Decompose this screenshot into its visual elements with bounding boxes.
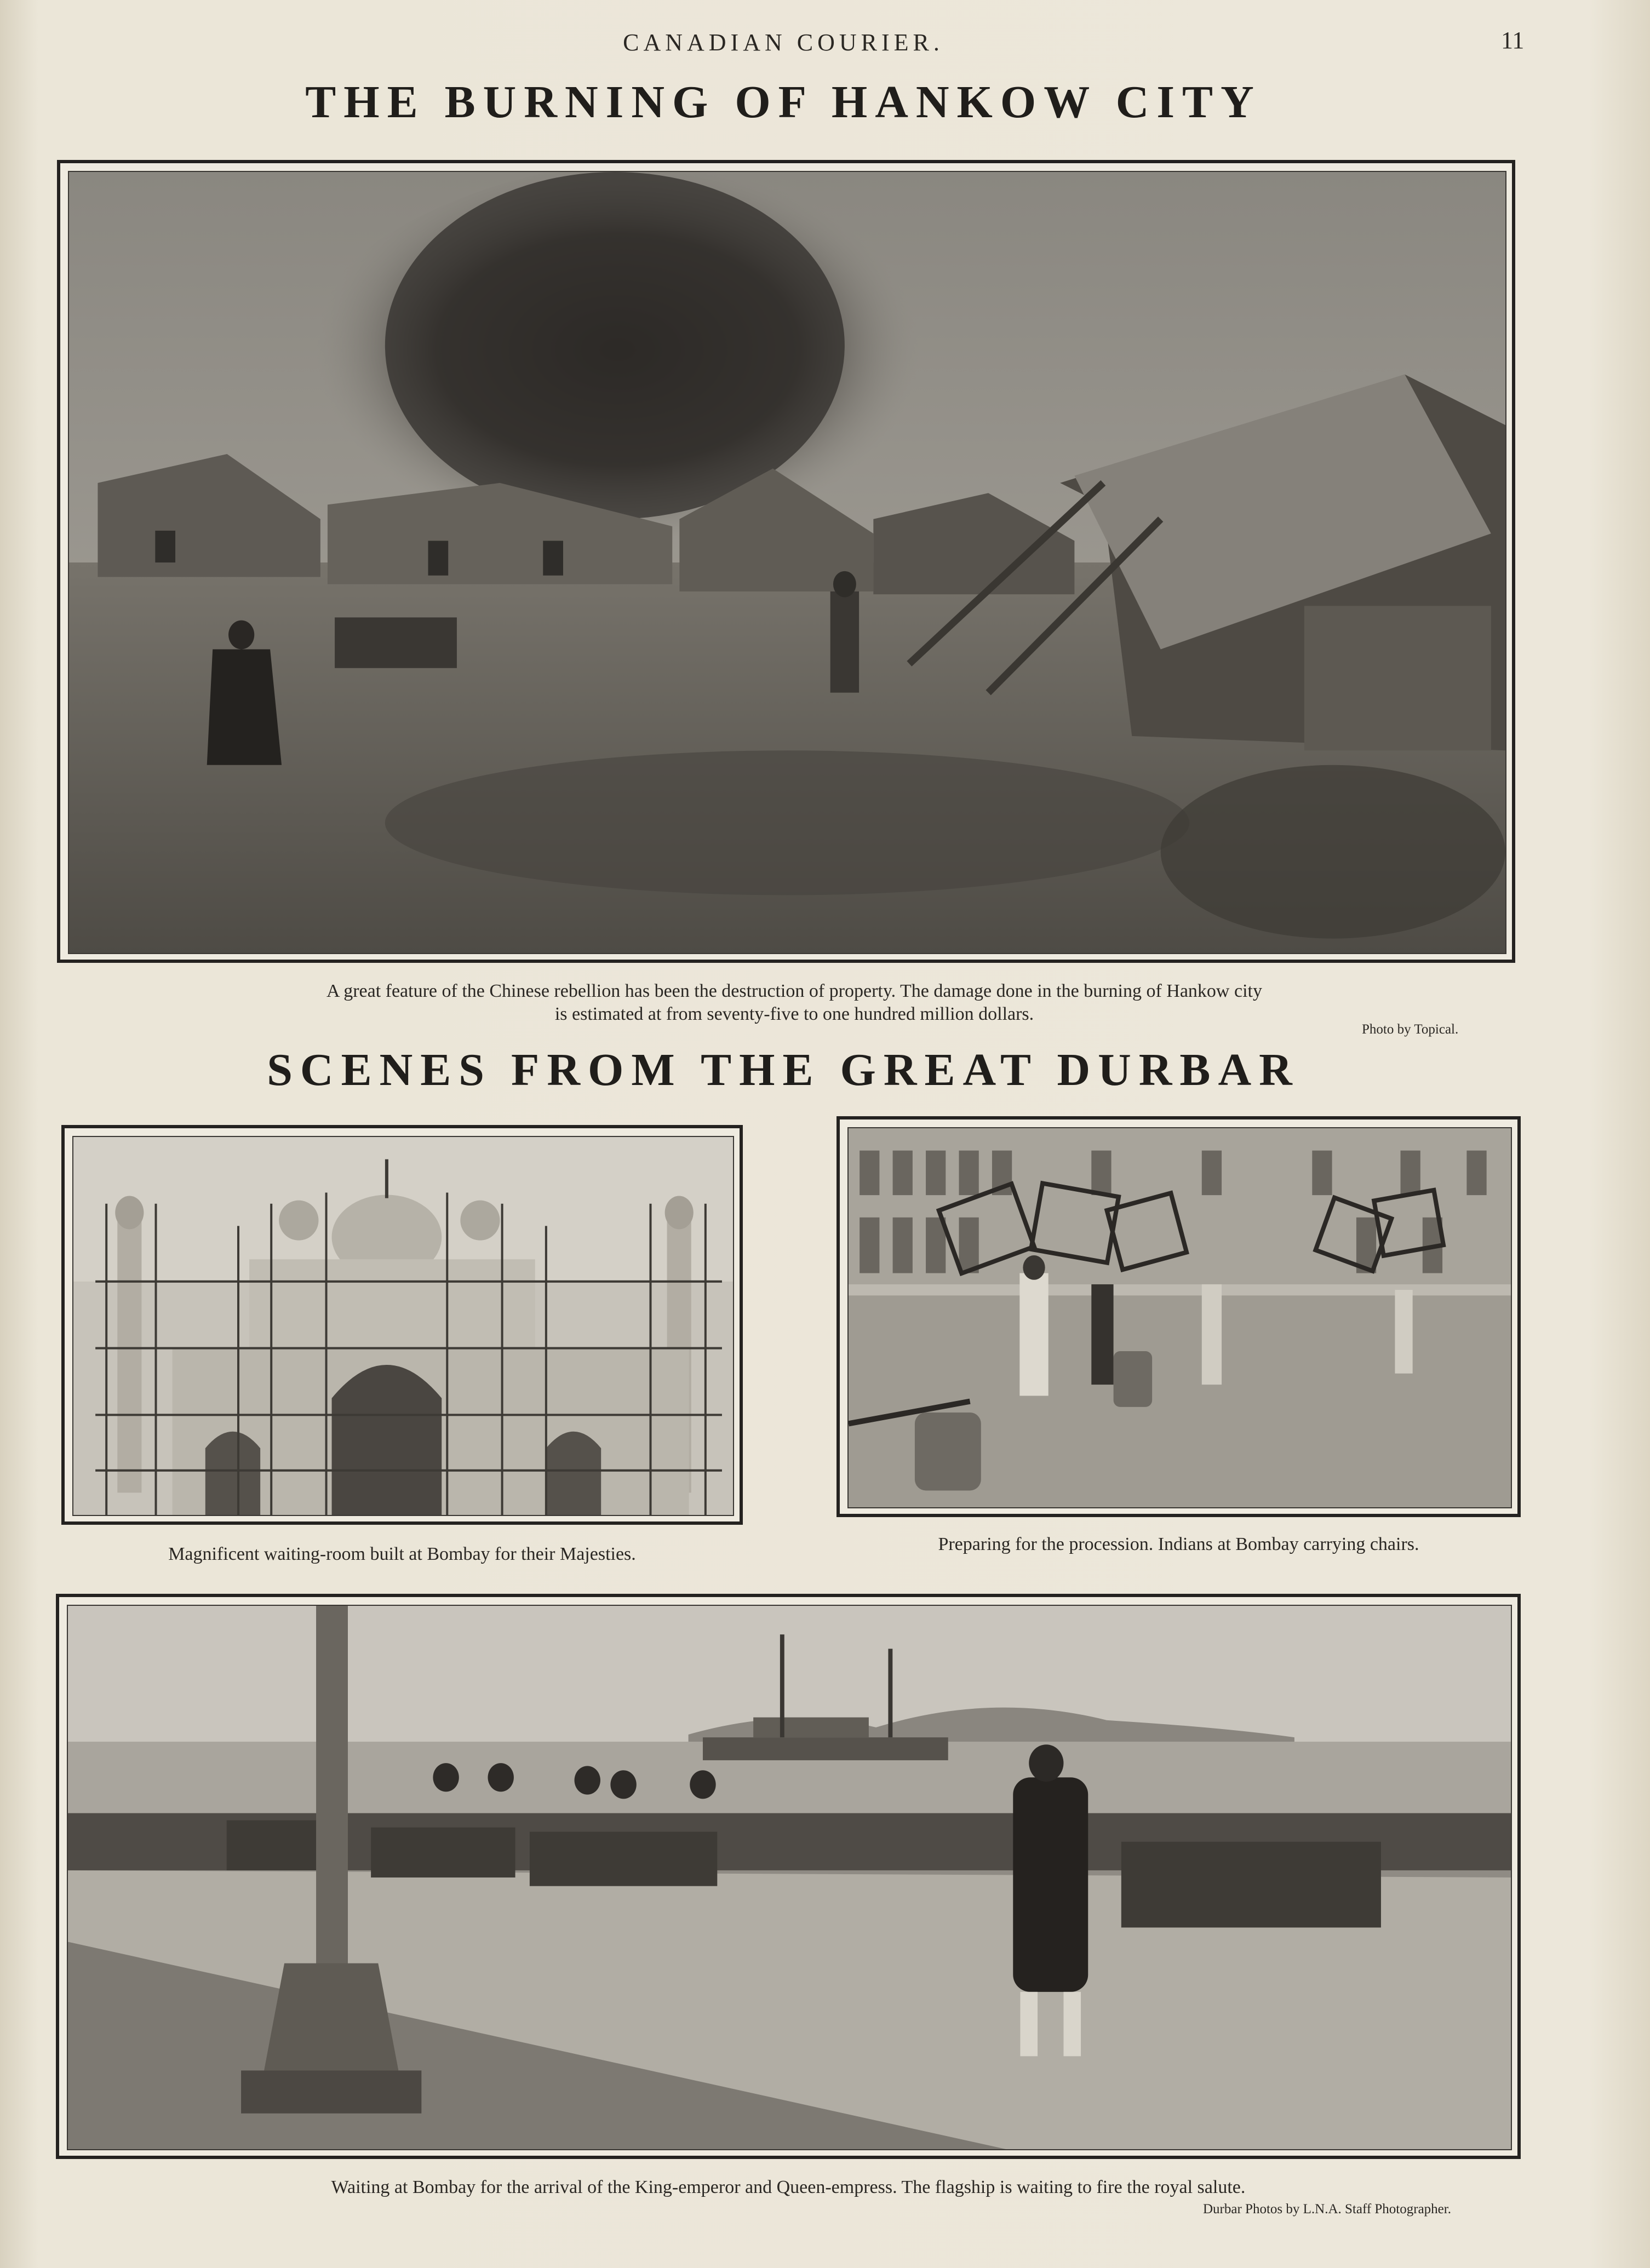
hankow-caption-line1: A great feature of the Chinese rebellion has been the destruction of property. The damage done in the burning of Hankow city [326, 981, 1262, 1001]
carrying-chairs-photo [837, 1116, 1521, 1517]
publication-title: CANADIAN COURIER. [623, 29, 944, 56]
hankow-fire-image [69, 172, 1505, 953]
durbar-headline: SCENES FROM THE GREAT DURBAR [267, 1044, 1300, 1095]
waiting-room-caption: Magnificent waiting-room built at Bombay for their Majesties. [168, 1544, 636, 1564]
hankow-photo-credit: Photo by Topical. [1362, 1022, 1459, 1037]
carrying-chairs-caption: Preparing for the procession. Indians at Bombay carrying chairs. [938, 1534, 1419, 1554]
bombay-waterfront-caption: Waiting at Bombay for the arrival of the King-emperor and Queen-empress. The flagship is waiting to fire the royal salute. [331, 2177, 1246, 2197]
bombay-waterfront-image [68, 1606, 1511, 2149]
hankow-headline: THE BURNING OF HANKOW CITY [305, 77, 1262, 128]
hankow-caption-line2: is estimated at from seventy-five to one hundred million dollars. [554, 1004, 1034, 1024]
carrying-chairs-image [849, 1128, 1511, 1507]
bombay-waterfront-photo [56, 1594, 1521, 2159]
waiting-room-image [73, 1137, 733, 1515]
durbar-photo-credit: Durbar Photos by L.N.A. Staff Photographer. [1203, 2202, 1451, 2217]
page-number: 11 [1501, 27, 1525, 54]
hankow-fire-photo [57, 160, 1515, 963]
waiting-room-photo [61, 1125, 743, 1525]
